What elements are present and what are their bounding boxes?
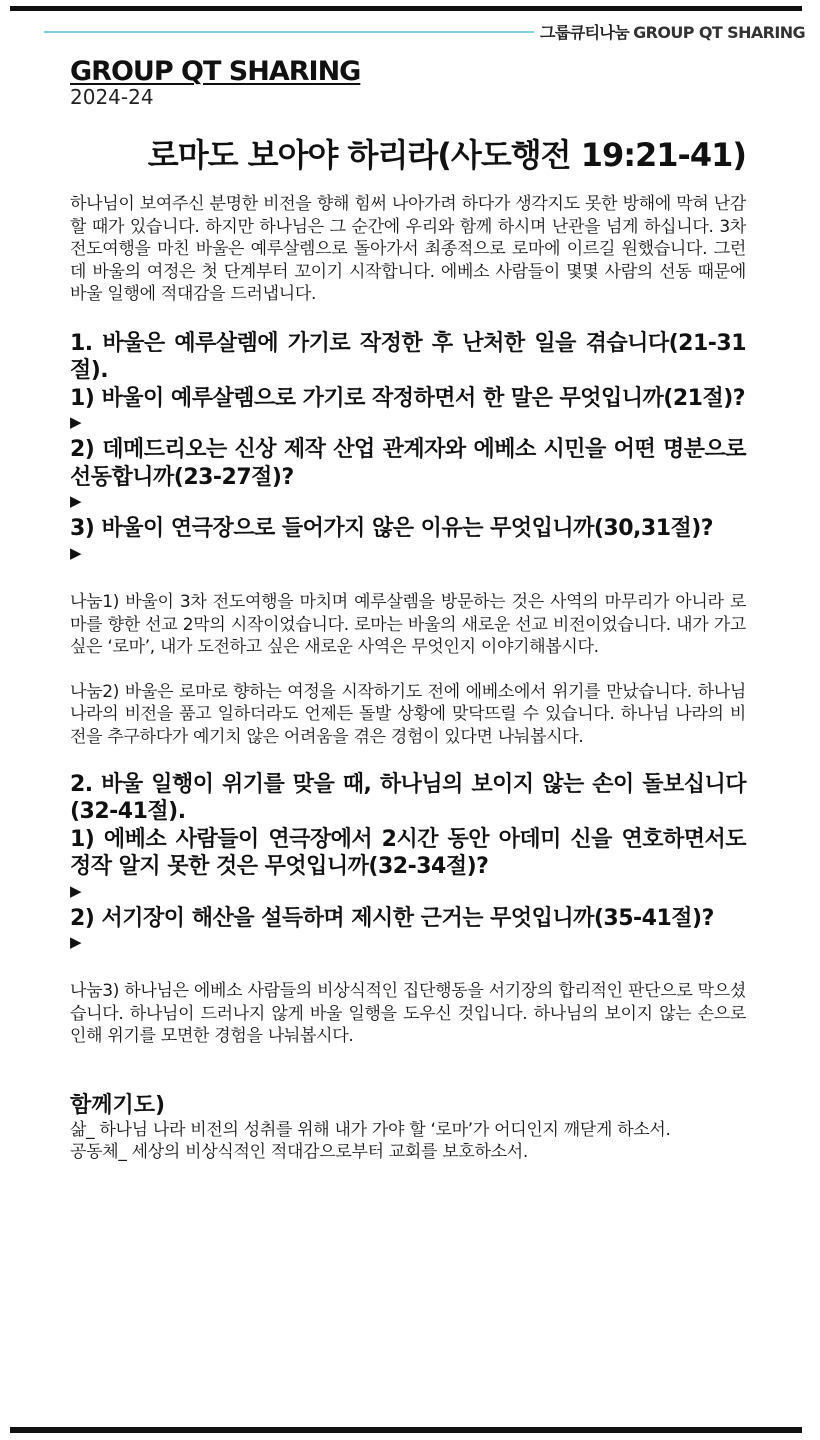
header-date: 2024-24 (70, 85, 154, 109)
section2-question-2: 2) 서기장이 해산을 설득하며 제시한 근거는 무엇입니까(35-41절)? (70, 905, 714, 931)
share-2: 나눔2) 바울은 로마로 향하는 여정을 시작하기도 전에 에베소에서 위기를 만났습니다. 하나님 나라의 비전을 품고 일하더라도 언제든 돌발 상황에 맞닥뜨릴 수 있습니다. 하나님 나라의 비전을 추구하다가 예기치 않은 어려움을 겪은 경험이 있다면 나눠봅시다. (70, 681, 746, 747)
prayer-life: 삶_ 하나님 나라 비전의 성취를 위해 내가 가야 할 ‘로마’가 어디인지 깨닫게 하소서. (70, 1119, 671, 1140)
prayer-title: 함께기도) (70, 1092, 166, 1118)
intro-paragraph: 하나님이 보여주신 분명한 비전을 향해 힘써 나아가려 하다가 생각지도 못한 방해에 막혀 난감할 때가 있습니다. 하지만 하나님은 그 순간에 우리와 함께 하시며 난관을 넘게 하십니다. 3차 전도여행을 마친 바울은 예루살렘으로 돌아가서 최종적으로 로마에 이르길 원했습니다. 그런데 바울의 여정은 첫 단계부터 꼬이기 시작합니다. 에베소 사람들이 몇몇 사람의 선동 때문에 바울 일행에 적대감을 드러냅니다. (70, 194, 746, 305)
answer-marker-icon: ▶ (70, 492, 82, 511)
answer-marker-icon: ▶ (70, 413, 82, 432)
bottom-rule (10, 1427, 802, 1433)
share-3: 나눔3) 하나님은 에베소 사람들의 비상식적인 집단행동을 서기장의 합리적인 판단으로 막으셨습니다. 하나님이 드러나지 않게 바울 일행을 도우신 것입니다. 하나님의 보이지 않는 손으로 인해 위기를 모면한 경험을 나눠봅시다. (70, 981, 746, 1047)
section1-question-2: 2) 데메드리오는 신상 제작 산업 관계자와 에베소 시민을 어떤 명분으로 선동합니까(23-27절)? (70, 437, 746, 490)
section2-heading: 2. 바울 일행이 위기를 맞을 때, 하나님의 보이지 않는 손이 돌보십니다(32-41절). (70, 771, 746, 825)
section1-question-3: 3) 바울이 연극장으로 들어가지 않은 이유는 무엇입니까(30,31절)? (70, 516, 714, 542)
section2-question-1: 1) 에베소 사람들이 연극장에서 2시간 동안 아데미 신을 연호하면서도 정작 알지 못한 것은 무엇입니까(32-34절)? (70, 826, 746, 880)
content (70, 193, 746, 1164)
brand-accent-line (44, 31, 534, 33)
answer-marker-icon: ▶ (70, 543, 82, 562)
answer-marker-icon: ▶ (70, 881, 82, 900)
section1-question-1: 1) 바울이 예루살렘으로 가기로 작정하면서 한 말은 무엇입니까(21절)? (70, 385, 746, 411)
brand-korean: 그룹큐티나눔 (540, 23, 630, 42)
prayer-community: 공동체_ 세상의 비상식적인 적대감으로부터 교회를 보호하소서. (70, 1142, 528, 1163)
brand-logo (540, 20, 806, 43)
top-rule (10, 6, 802, 11)
brand-english: GROUP QT SHARING (633, 23, 806, 42)
share-1: 나눔1) 바울이 3차 전도여행을 마치며 예루살렘을 방문하는 것은 사역의 마무리가 아니라 로마를 향한 선교 2막의 시작이었습니다. 로마는 바울의 새로운 선교 비전이었습니다. 내가 가고 싶은 ‘로마’, 내가 도전하고 싶은 새로운 사역은 무엇인지 이야기해봅시다. (70, 591, 746, 658)
answer-marker-icon: ▶ (70, 933, 82, 952)
header-title: GROUP QT SHARING (70, 56, 361, 87)
main-title: 로마도 보아야 하리라(사도행전 19:21-41) (147, 136, 746, 174)
section1-heading: 1. 바울은 예루살렘에 가기로 작정한 후 난처한 일을 겪습니다(21-31절). (70, 330, 746, 384)
